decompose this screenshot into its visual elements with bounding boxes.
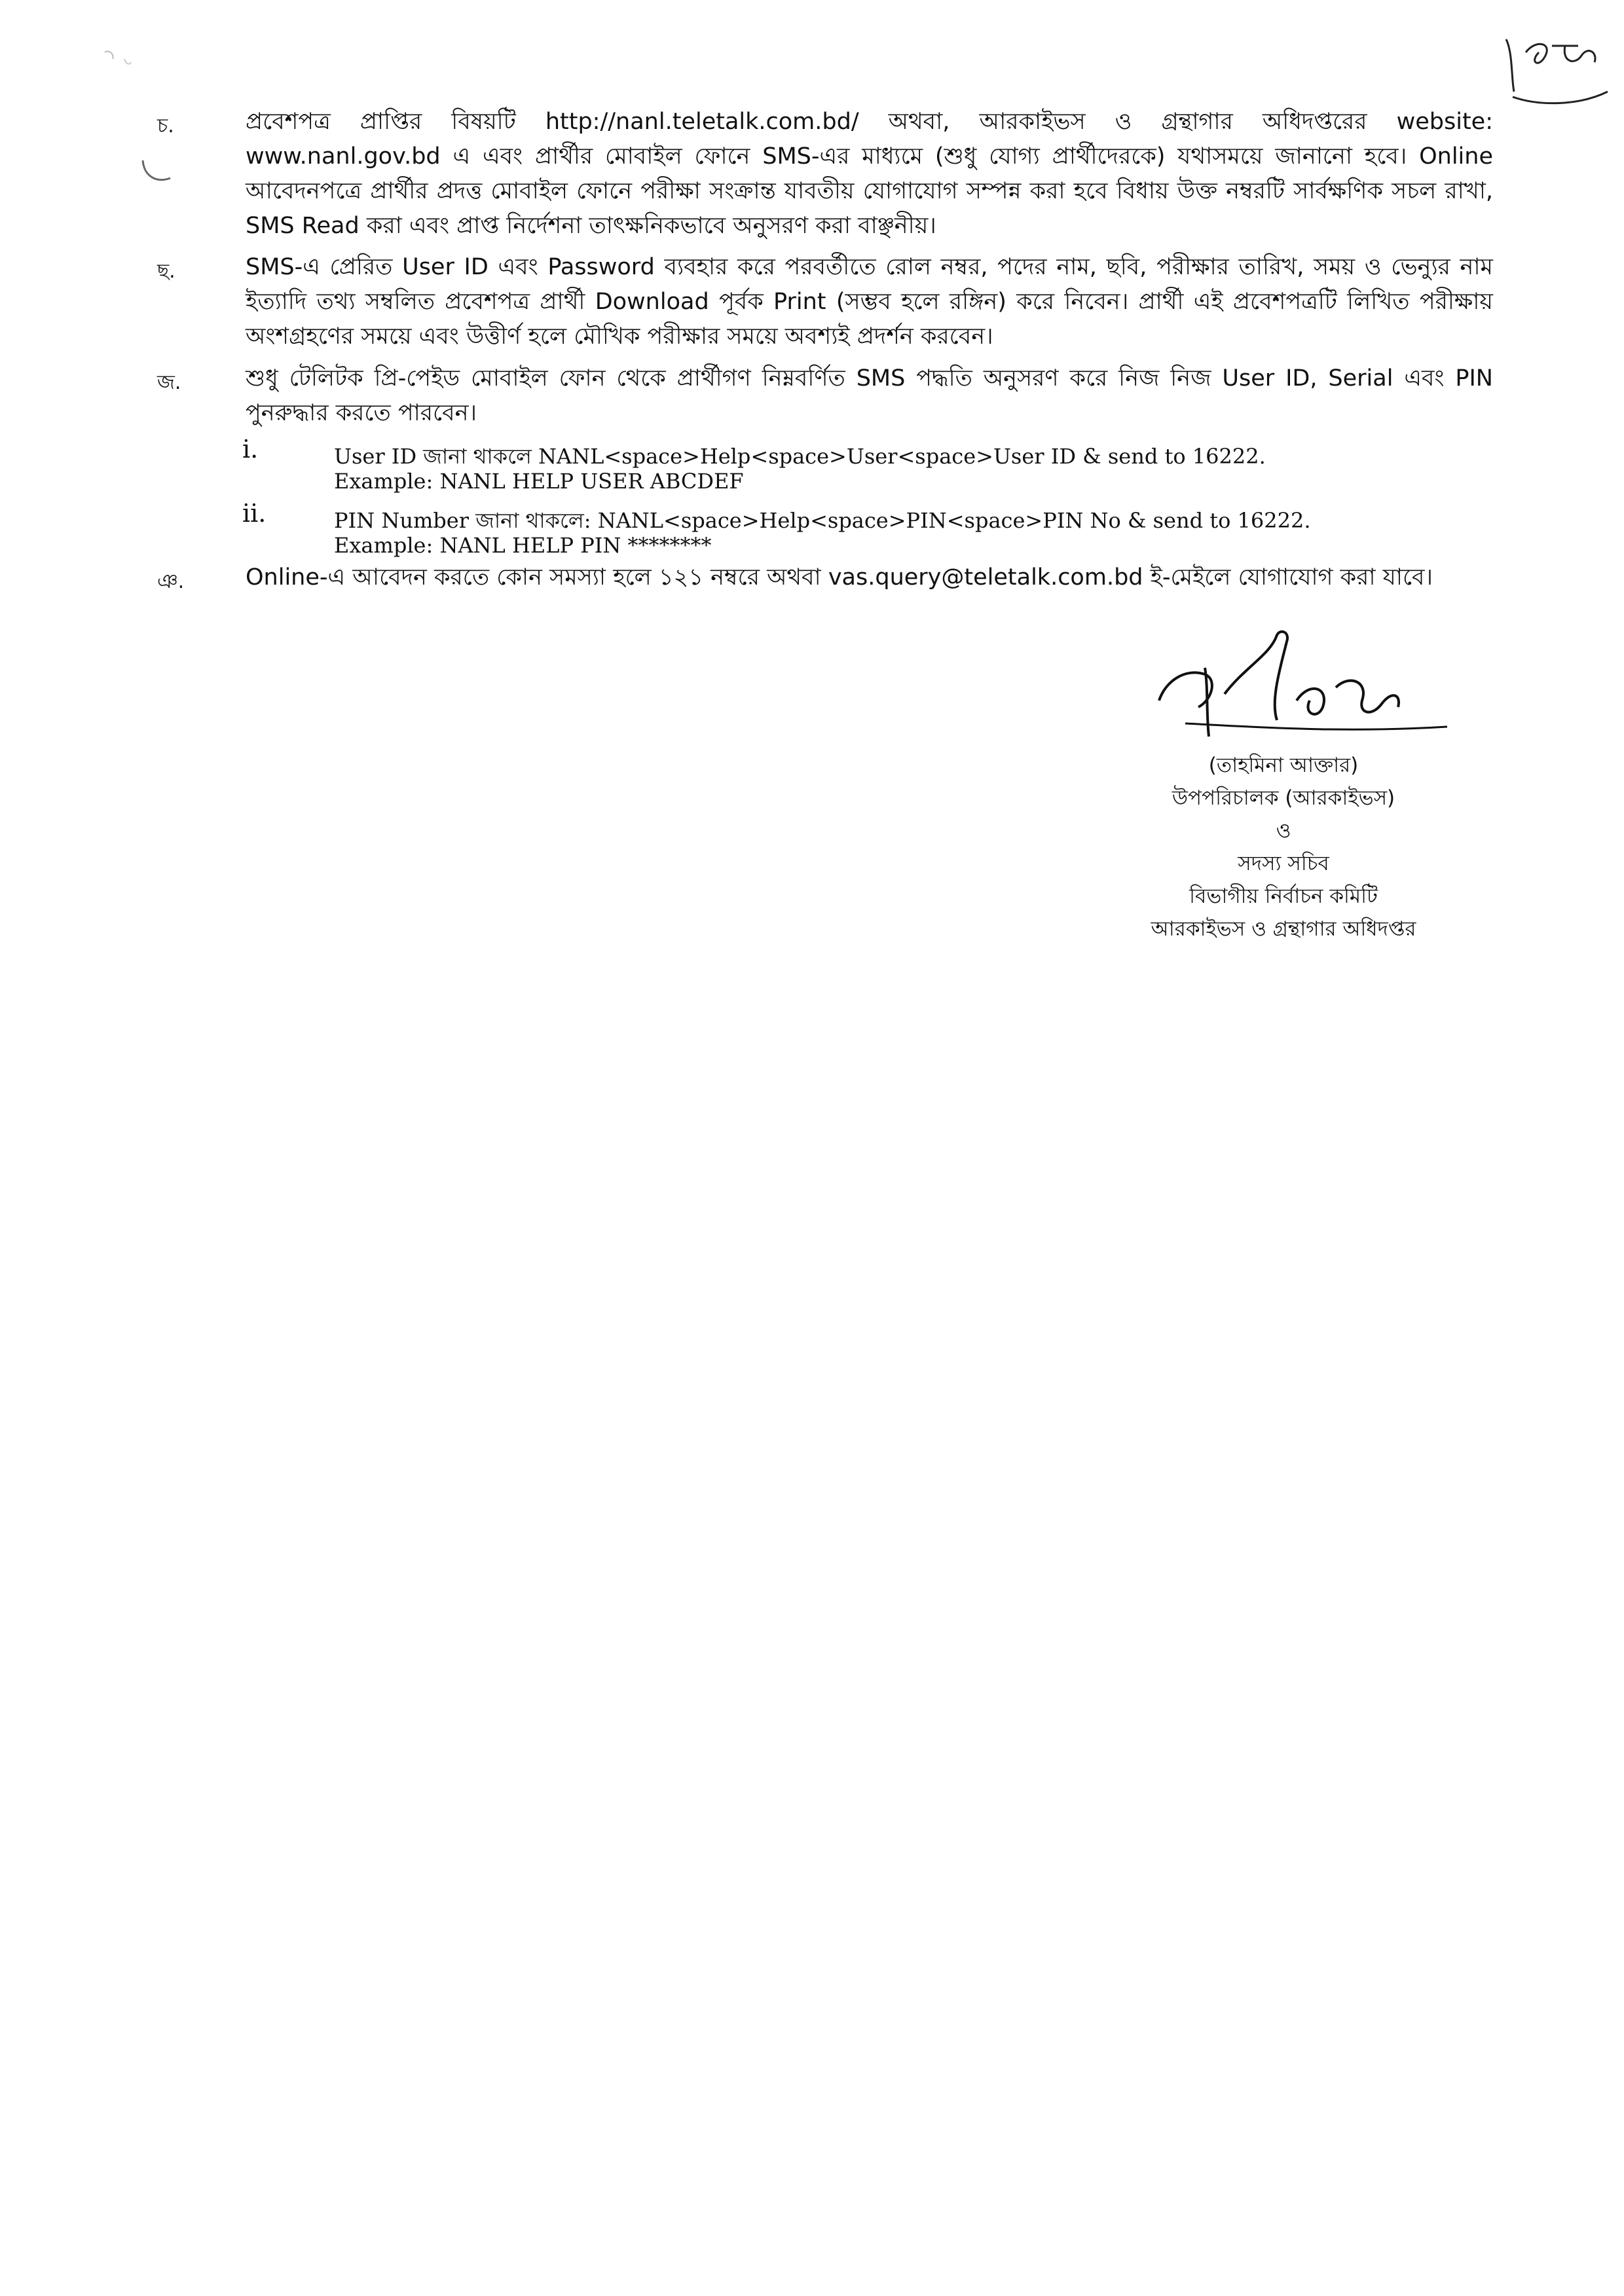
signatory-organization: আরকাইভস ও গ্রন্থাগার অধিদপ্তর <box>1151 917 1416 941</box>
handwritten-page-number <box>1500 26 1611 105</box>
handwritten-signature <box>1146 629 1454 759</box>
item-text: Online-এ আবেদন করতে কোন সমস্যা হলে ১২১ নম্বরে অথবা vas.query@teletalk.com.bd ই-মেইলে যোগাযোগ করা যাবে। <box>246 564 1433 591</box>
signatory-role: সদস্য সচিব <box>1238 852 1329 875</box>
item-text: প্রবেশপত্র প্রাপ্তির বিষয়টি http://nanl.teletalk.com.bd/ অথবা, আরকাইভস ও গ্রন্থাগার অধিদপ্তরের website: www.nanl.gov.bd এ এবং প্রার্থীর মোবাইল ফোনে SMS-এর মাধ্যমে (শুধু যোগ্য প্রার্থীদেরকে) যথাসময়ে জানানো হবে। Online আবেদনপত্রে প্রার্থীর প্রদত্ত মোবাইল ফোনে পরীক্ষা সংক্রান্ত যাবতীয় যোগাযোগ সম্পন্ন করা হবে বিধায় উক্ত নম্বরটি সার্বক্ষণিক সচল রাখা, SMS Read করা এবং প্রাপ্ত নির্দেশনা তাৎক্ষনিকভাবে অনুসরণ করা বাঞ্ছনীয়। <box>246 109 1493 239</box>
item-marker: ছ. <box>157 260 175 283</box>
item-marker: চ. <box>157 115 174 137</box>
item-marker: ঞ. <box>157 570 185 593</box>
sms-example-line: Example: NANL HELP USER ABCDEF <box>334 469 744 494</box>
sub-item-marker: ii. <box>242 499 267 528</box>
signature-block <box>1048 629 1519 956</box>
sms-format-line: PIN Number জানা থাকলে: NANL<space>Help<space>PIN<space>PIN No & send to 16222. <box>334 508 1311 533</box>
signatory-designation: উপপরিচালক (আরকাইভস) <box>1172 786 1395 810</box>
sms-example-line: Example: NANL HELP PIN ******** <box>334 533 712 558</box>
scan-mark <box>138 157 177 190</box>
item-marker: জ. <box>157 371 181 394</box>
signatory-committee: বিভাগীয় নির্বাচন কমিটি <box>1189 884 1378 908</box>
signatory-name: (তাহমিনা আক্তার) <box>1208 754 1359 777</box>
signatory-conjunction: ও <box>1276 819 1291 843</box>
scan-mark <box>98 39 138 79</box>
item-text: শুধু টেলিটক প্রি-পেইড মোবাইল ফোন থেকে প্রার্থীগণ নিম্নবর্ণিত SMS পদ্ধতি অনুসরণ করে নিজ নিজ User ID, Serial এবং PIN পুনরুদ্ধার করতে পারবেন। <box>246 365 1493 426</box>
sub-item-marker: i. <box>242 435 259 464</box>
sms-format-line: User ID জানা থাকলে NANL<space>Help<space>User<space>User ID & send to 16222. <box>334 444 1266 469</box>
item-text: SMS-এ প্রেরিত User ID এবং Password ব্যবহার করে পরবর্তীতে রোল নম্বর, পদের নাম, ছবি, পরীক্ষার তারিখ, সময় ও ভেন্যুর নাম ইত্যাদি তথ্য সম্বলিত প্রবেশপত্র প্রার্থী Download পূর্বক Print (সম্ভব হলে রঙ্গিন) করে নিবেন। প্রার্থী এই প্রবেশপত্রটি লিখিত পরীক্ষায় অংশগ্রহণের সময়ে এবং উত্তীর্ণ হলে মৌখিক পরীক্ষার সময়ে অবশ্যই প্রদর্শন করবেন। <box>246 254 1493 350</box>
